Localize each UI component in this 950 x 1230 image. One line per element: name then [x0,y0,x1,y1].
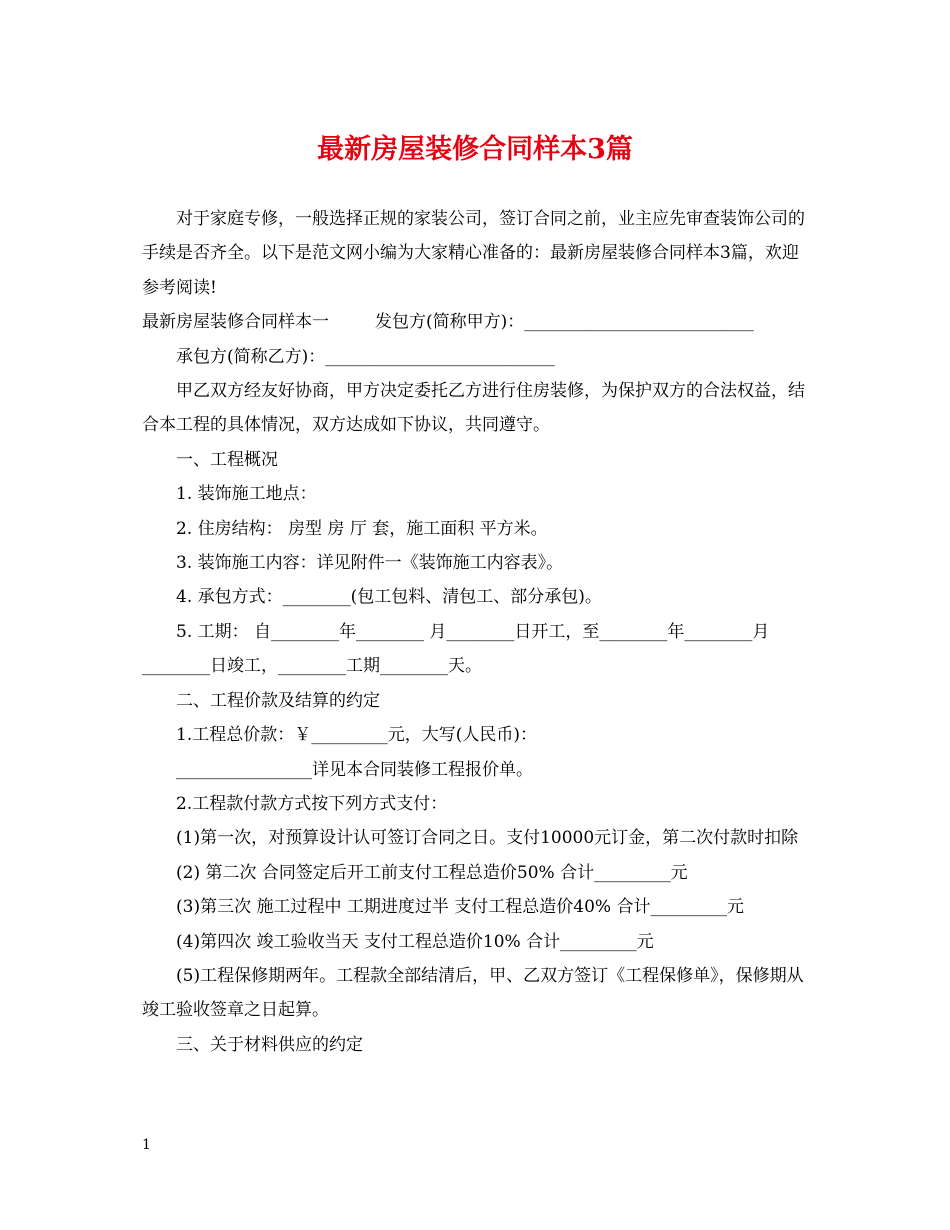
payment-5: (5)工程保修期两年。工程款全部结清后，甲、乙双方签订《工程保修单》，保修期从竣工验收签章之日起算。 [142,965,804,1021]
preamble-paragraph: 甲乙双方经友好协商，甲方决定委托乙方进行住房装修，为保护双方的合法权益，结合本工程的具体情况，双方达成如下协议，共同遵守。 [142,381,805,436]
clause-1-4: 4. 承包方式：________(包工包料、清包工、部分承包)。 [176,587,602,608]
payment-2: (2) 第二次 合同签定后开工前支付工程总造价50% 合计_________元 [176,862,688,883]
clause-1-3: 3. 装饰施工内容：详见附件一《装饰施工内容表》。 [176,553,564,574]
page-number: 1 [142,1137,151,1153]
clause-1-2: 2. 住房结构： 房型 房 厅 套，施工面积 平方米。 [176,518,548,539]
document-body [142,202,814,1062]
section-two-heading: 二、工程价款及结算的约定 [176,690,380,711]
payment-3: (3)第三次 施工过程中 工期进度过半 支付工程总造价40% 合计_________元 [176,897,744,918]
section-three-heading: 三、关于材料供应的约定 [176,1034,363,1055]
clause-1-5: 5. 工期： 自________年________ 月________日开工，至________年________月________日竣工，________工期________天。 [142,621,770,677]
intro-paragraph: 对于家庭专修，一般选择正规的家装公司，签订合同之前，业主应先审查装饰公司的手续是否齐全。以下是范文网小编为大家精心准备的：最新房屋装修合同样本3篇，欢迎参考阅读! [142,209,805,298]
payment-1: (1)第一次，对预算设计认可签订合同之日。支付10000元订金，第二次付款时扣除 [176,828,799,849]
sample-one-heading: 最新房屋装修合同样本一 [142,312,329,333]
clause-1-1: 1. 装饰施工地点： [176,484,317,505]
payment-4: (4)第四次 竣工验收当天 支付工程总造价10% 合计_________元 [176,931,654,952]
document-title: 最新房屋装修合同样本3篇 [317,134,633,165]
clause-2-1-continued: ________________详见本合同装修工程报价单。 [176,759,533,780]
party-b-line: 承包方(简称乙方)：___________________________ [176,346,555,367]
clause-2-1: 1.工程总价款：￥_________元，大写(人民币)： [176,725,537,746]
sample-one-line [142,305,814,339]
section-one-heading: 一、工程概况 [176,449,278,470]
clause-2-2: 2.工程款付款方式按下列方式支付： [176,793,448,814]
party-a-line: 发包方(简称甲方)：___________________________ [375,312,754,333]
